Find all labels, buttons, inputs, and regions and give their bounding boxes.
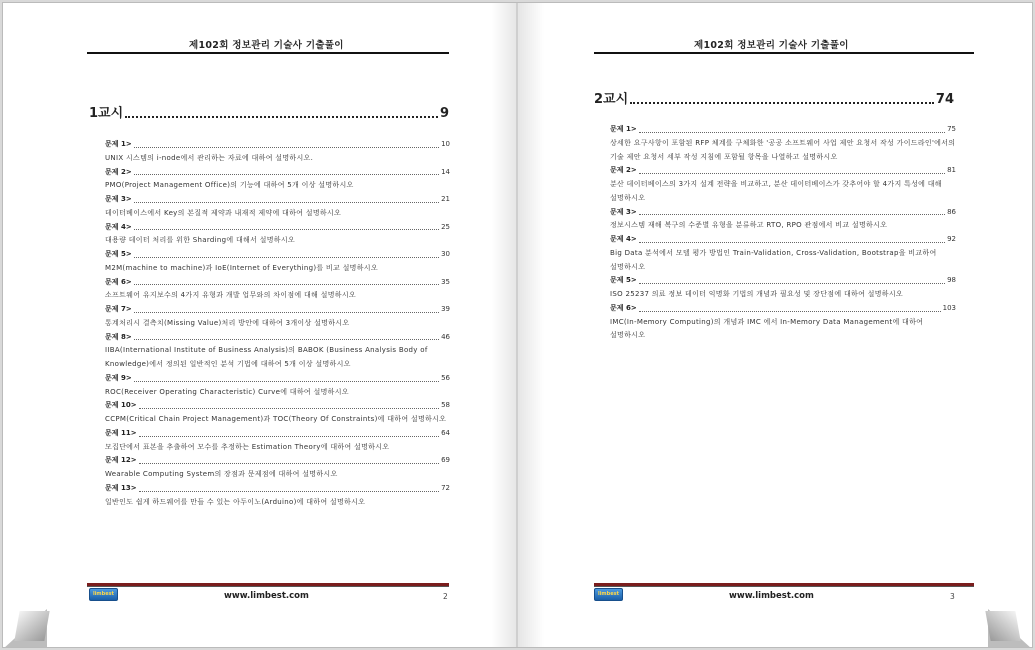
toc-entry[interactable]	[105, 399, 450, 427]
toc-entry[interactable]	[105, 138, 450, 166]
entry-page-number: 72	[441, 483, 450, 492]
entry-page-number: 30	[441, 250, 450, 258]
toc-entry[interactable]	[105, 427, 450, 455]
leader-dots	[639, 173, 945, 174]
question-text: ISO 25237 의료 정보 데이터 익명화 기법의 개념과 필요성 및 장단점에 대하여 설명하시오	[610, 290, 903, 298]
toc-entry[interactable]	[105, 276, 450, 304]
entry-page-number: 86	[947, 207, 956, 216]
question-text: 데이터베이스에서 Key의 본질적 제약과 내재적 제약에 대하여 설명하시오	[105, 208, 342, 217]
toc-entry[interactable]	[105, 303, 450, 331]
publisher-logo: limbest	[594, 588, 623, 601]
question-label: 문제 4>	[105, 222, 132, 231]
toc-entry-heading	[105, 427, 450, 441]
page-curl-next[interactable]	[988, 609, 1032, 648]
entry-page-number: 10	[441, 140, 450, 148]
leader-dots	[125, 116, 438, 118]
question-label: 문제 1>	[105, 140, 132, 148]
toc-entry[interactable]	[610, 233, 956, 274]
leader-dots	[639, 132, 945, 133]
toc-list	[610, 123, 956, 343]
toc-entry-heading	[610, 274, 956, 288]
website-link[interactable]: www.limbest.com	[729, 591, 814, 601]
question-text: IIBA(International Institute of Business Analysis)의 BABOK (Business Analysis Body of Knowledge)에서 정의된 일반적인 분석 기법에 대하여 5개 이상 설명하시오	[105, 346, 428, 368]
toc-entry-heading	[105, 248, 450, 262]
question-label: 문제 4>	[610, 235, 637, 243]
entry-page-number: 21	[441, 195, 450, 203]
toc-entry[interactable]	[105, 331, 450, 372]
question-text: 분산 데이터베이스의 3가지 설계 전략을 비교하고, 분산 데이터베이스가 갖추어야 할 4가지 특성에 대해 설명하시오	[610, 180, 942, 202]
header-title: 제102회 정보관리 기술사 기출풀이	[189, 40, 344, 51]
leader-dots	[134, 174, 439, 175]
toc-entry-heading	[105, 221, 450, 235]
section-title: 2교시	[594, 92, 629, 107]
entry-page-number: 35	[441, 277, 450, 286]
leader-dots	[134, 381, 439, 382]
question-label: 문제 3>	[105, 195, 132, 203]
toc-entry[interactable]	[610, 206, 956, 234]
leader-dots	[139, 491, 440, 492]
toc-entry-heading	[105, 193, 450, 207]
entry-page-number: 64	[441, 428, 450, 437]
toc-entry[interactable]	[105, 482, 450, 510]
entry-page-number: 92	[947, 235, 956, 243]
question-text: 모집단에서 표본을 추출하여 모수를 추정하는 Estimation Theory에 대하여 설명하시오	[105, 442, 390, 451]
question-text: UNIX 시스템의 i-node에서 관리하는 자료에 대하여 설명하시오.	[105, 153, 314, 162]
question-text: CCPM(Critical Chain Project Management)과 TOC(Theory Of Constraints)에 대하여 설명하시오	[105, 415, 447, 423]
leader-dots	[139, 408, 440, 409]
question-text: 상세한 요구사항이 포함된 RFP 체계를 구체화한 '공공 소프트웨어 사업 제안 요청서 작성 가이드라인'에서의 기술 제안 요청서 세부 작성 지침에 포함될 항목을 나열하고 설명하시오	[610, 138, 956, 161]
left-page	[3, 3, 517, 648]
question-text: Wearable Computing System의 장점과 문제점에 대하여 설명하시오	[105, 470, 338, 478]
question-text: ROC(Receiver Operating Characteristic) Curve에 대하여 설명하시오	[105, 387, 349, 396]
entry-page-number: 98	[947, 276, 956, 285]
toc-entry-heading	[105, 399, 450, 413]
question-label: 문제 9>	[105, 373, 132, 382]
question-label: 문제 10>	[105, 401, 137, 410]
question-label: 문제 3>	[610, 207, 637, 216]
toc-entry-heading	[610, 233, 956, 247]
toc-entry[interactable]	[610, 123, 956, 164]
question-text: 일반인도 쉽게 하드웨어를 만들 수 있는 아두이노(Arduino)에 대하여 설명하시오	[105, 497, 366, 506]
toc-entry[interactable]	[105, 372, 450, 400]
toc-entry[interactable]	[105, 193, 450, 221]
toc-entry-heading	[610, 123, 956, 137]
entry-page-number: 46	[441, 332, 450, 341]
toc-entry[interactable]	[610, 274, 956, 302]
question-label: 문제 5>	[105, 250, 132, 258]
question-label: 문제 6>	[610, 303, 637, 312]
page-number: 2	[443, 592, 448, 601]
toc-entry-heading	[105, 372, 450, 386]
entry-page-number: 81	[947, 166, 956, 175]
header-rule	[594, 52, 974, 54]
question-label: 문제 7>	[105, 305, 132, 313]
toc-entry[interactable]	[610, 164, 956, 205]
footer-rule	[87, 583, 449, 587]
website-link[interactable]: www.limbest.com	[224, 591, 309, 601]
question-label: 문제 13>	[105, 483, 137, 492]
question-text: 소프트웨어 유지보수의 4가지 유형과 개발 업무와의 차이점에 대해 설명하시오	[105, 291, 356, 300]
toc-entry-heading	[105, 276, 450, 290]
toc-entry[interactable]	[105, 166, 450, 194]
toc-entry[interactable]	[105, 221, 450, 249]
entry-page-number: 14	[441, 167, 450, 176]
entry-page-number: 56	[441, 373, 450, 382]
leader-dots	[139, 436, 440, 437]
toc-entry-heading	[105, 138, 450, 152]
toc-entry[interactable]	[610, 302, 956, 343]
leader-dots	[134, 147, 439, 148]
question-label: 문제 6>	[105, 277, 132, 286]
page-number: 3	[950, 592, 955, 601]
toc-entry-heading	[105, 454, 450, 468]
question-label: 문제 2>	[105, 167, 132, 176]
section-heading[interactable]	[89, 102, 449, 121]
toc-entry-heading	[610, 302, 956, 316]
gutter-shadow	[518, 3, 544, 648]
leader-dots	[134, 202, 439, 203]
question-text: M2M(machine to machine)과 IoE(Internet of Everything)를 비교 설명하시오	[105, 263, 378, 272]
leader-dots	[639, 283, 945, 284]
leader-dots	[630, 102, 934, 104]
toc-entry[interactable]	[105, 454, 450, 482]
question-label: 문제 11>	[105, 428, 137, 437]
document-spread	[2, 2, 1033, 648]
toc-entry-heading	[105, 331, 450, 345]
footer-rule	[594, 583, 974, 587]
question-label: 문제 2>	[610, 166, 637, 175]
toc-entry-heading	[105, 482, 450, 496]
section-page: 9	[439, 106, 449, 121]
question-label: 문제 5>	[610, 276, 637, 285]
question-label: 문제 12>	[105, 456, 137, 465]
leader-dots	[639, 311, 941, 312]
entry-page-number: 75	[947, 125, 956, 133]
right-page	[518, 3, 1032, 648]
question-text: 통계처리시 결측치(Missing Value)처리 방안에 대하여 3개이상 설명하시오	[105, 318, 350, 327]
toc-list	[105, 138, 450, 509]
section-page: 74	[935, 92, 954, 107]
toc-entry-heading	[105, 166, 450, 180]
entry-page-number: 58	[441, 401, 450, 410]
toc-entry-heading	[610, 164, 956, 178]
entry-page-number: 39	[441, 305, 450, 313]
entry-page-number: 69	[441, 456, 450, 465]
entry-page-number: 103	[942, 303, 956, 312]
toc-entry-heading	[105, 303, 450, 317]
leader-dots	[134, 284, 439, 285]
question-label: 문제 1>	[610, 125, 637, 133]
leader-dots	[134, 312, 439, 313]
toc-entry[interactable]	[105, 248, 450, 276]
question-label: 문제 8>	[105, 332, 132, 341]
question-text: Big Data 분석에서 모델 평가 방법인 Train-Validation, Cross-Validation, Bootstrap을 비교하여 설명하시오	[610, 248, 937, 271]
question-text: 대용량 데이터 처리를 위한 Sharding에 대해서 설명하시오	[105, 236, 295, 245]
leader-dots	[639, 242, 945, 243]
leader-dots	[134, 339, 439, 340]
page-curl-previous[interactable]	[3, 609, 47, 648]
entry-page-number: 25	[441, 222, 450, 231]
question-text: IMC(In-Memory Computing)의 개념과 IMC 에서 In-Memory Data Management에 대하여 설명하시오	[610, 317, 924, 340]
section-title: 1교시	[89, 106, 124, 121]
section-heading[interactable]	[594, 88, 954, 107]
question-text: PMO(Project Management Office)의 기능에 대하여 5개 이상 설명하시오	[105, 181, 354, 190]
publisher-logo: limbest	[89, 588, 118, 601]
gutter-shadow	[491, 3, 517, 648]
header-title: 제102회 정보관리 기술사 기출풀이	[694, 40, 849, 51]
leader-dots	[134, 229, 439, 230]
question-text: 정보시스템 재해 복구의 수준별 유형을 분류하고 RTO, RPO 관점에서 비교 설명하시오	[610, 221, 888, 230]
header-rule	[87, 52, 449, 54]
leader-dots	[639, 214, 945, 215]
leader-dots	[139, 463, 440, 464]
toc-entry-heading	[610, 206, 956, 220]
leader-dots	[134, 257, 439, 258]
